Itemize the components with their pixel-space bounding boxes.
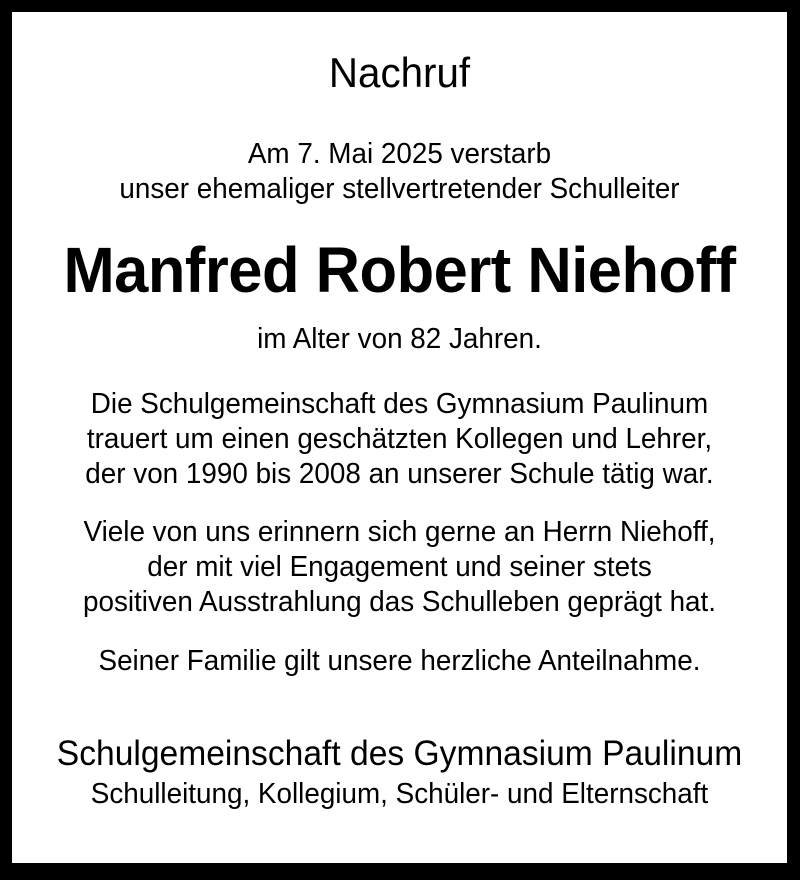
paragraph-memory-line-3: positiven Ausstrahlung das Schulleben geprägt hat. <box>82 586 717 618</box>
condolence-line: Seiner Familie gilt unsere herzliche Anteilnahme. <box>98 645 701 677</box>
intro-line-role: unser ehemaliger stellvertretender Schulleiter <box>119 173 680 205</box>
paragraph-memory <box>28 515 772 620</box>
paragraph-school-line-1: Die Schulgemeinschaft des Gymnasium Paulinum <box>90 388 709 420</box>
signature-groups: Schulleitung, Kollegium, Schüler- und Elternschaft <box>90 778 709 810</box>
paragraph-school <box>28 387 772 492</box>
deceased-name: Manfred Robert Niehoff <box>63 234 736 306</box>
paragraph-memory-line-2: der mit viel Engagement und seiner stets <box>147 551 652 583</box>
intro-line-date: Am 7. Mai 2025 verstarb <box>247 138 552 170</box>
notice-title: Nachruf <box>328 49 471 96</box>
paragraph-memory-line-1: Viele von uns erinnern sich gerne an Herrn Niehoff, <box>83 516 716 548</box>
paragraph-school-line-2: trauert um einen geschätzten Kollegen und Lehrer, <box>86 423 713 455</box>
signature-organization: Schulgemeinschaft des Gymnasium Paulinum <box>56 734 743 773</box>
age-line: im Alter von 82 Jahren. <box>257 323 542 355</box>
intro-block <box>28 137 772 207</box>
paragraph-school-line-3: der von 1990 bis 2008 an unserer Schule tätig war. <box>85 458 714 490</box>
obituary-notice-content <box>28 48 772 880</box>
